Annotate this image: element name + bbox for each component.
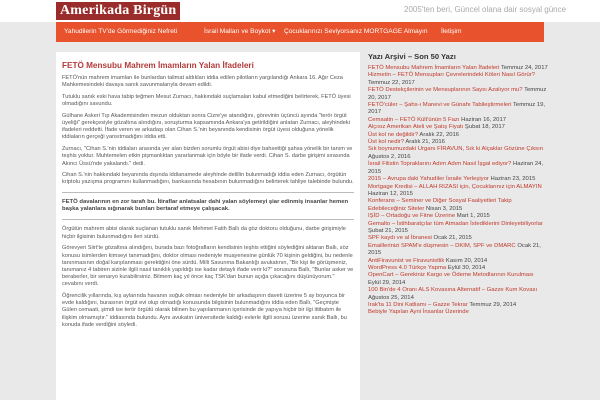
archive-item-link[interactable]: Konferans – Seminer ve Diğer Sosyal Faaliyetleri Takip Edebileceğiniz Siteler xyxy=(368,198,512,212)
archive-item xyxy=(368,235,548,242)
nav-item-yahudiler[interactable]: Yahudilerin TV'de Görmediğiniz Nefreti xyxy=(64,28,178,35)
archive-item-date: Temmuz 20, 2017 xyxy=(368,87,547,101)
archive-item-link[interactable]: AntiFiravunist ve Firavunistlik xyxy=(368,257,445,264)
archive-item xyxy=(368,309,548,316)
archive-item-link[interactable]: SPF kaydı ve al İbranesi xyxy=(368,235,432,242)
archive-item-date: Ocak 21, 2015 xyxy=(368,242,541,257)
archive-item xyxy=(368,272,548,287)
archive-item xyxy=(368,132,548,139)
archive-item-link[interactable]: İsrail Filistin Topraklarını Adım Adım Nasıl İşgal ediyor? xyxy=(368,161,512,168)
divider xyxy=(62,192,354,193)
archive-item xyxy=(368,221,548,236)
archive-item-date: Temmuz 22, 2017 xyxy=(368,79,415,86)
archive-item xyxy=(368,102,548,117)
archive-item-date: Nisan 3, 2015 xyxy=(425,205,463,212)
archive-item xyxy=(368,243,548,258)
archive-item xyxy=(368,287,548,302)
archive-list xyxy=(366,65,548,317)
archive-item-date: Eylül 29, 2014 xyxy=(368,279,406,286)
archive-item-date: Şubat 21, 2015 xyxy=(368,227,408,234)
archive-item-link[interactable]: FETÖ'cüler – Şahs-ı Manevi ve Günahı Tabileştirmeleri xyxy=(368,102,512,109)
archive-item-date: Haziran 23, 2015 xyxy=(490,176,536,183)
archive-item xyxy=(368,176,548,183)
archive-item xyxy=(368,258,548,265)
archive-item-date: Temmuz 29, 2014 xyxy=(469,302,517,308)
archive-item-link[interactable]: Gemalto – İstihbaratçılar tüm Atmadan İstediklerini Dinleyebiliyorlar xyxy=(368,220,543,227)
archive-item-link[interactable]: Sık boynumuzdaki Urganı FİRAVUN, Sık ki Alçaklar Gözüne Çıksın xyxy=(368,146,544,153)
archive-item-link[interactable]: 2015 – Avrupa daki Yahudiler İsraile Yerleşiyor xyxy=(368,176,489,183)
archive-item xyxy=(368,161,548,176)
post-paragraph: Gülhane Askeri Tıp Akademisinden mezun olduktan sonra Cizre'ye atandığını, görevinin üçüncü ayında "terör örgüt üyeliği" gerekçesiyle gözaltına alındığını, soruşturma kapsamında Ankara'ya getirildiğini anlatan Zurnacı, aleyhindeki ifadeleri reddetti. İfade veren ve arkadaşı olan Cihan S.'nin beyanında kendisinin örgüt üyesi olduğuna yönelik iddiaların gerçeği yansıtmadığını iddia etti. xyxy=(62,112,350,141)
sidebar-title: Yazı Arşivi – Son 50 Yazı xyxy=(368,52,456,61)
archive-item-link[interactable]: Emaillerinizi SPAM'e düşmesin – DKIM, SPF ve DMARC xyxy=(368,242,516,249)
post-paragraph: Öğrencilik yıllarında, kış aylarında havanın soğuk olması nedeniyle bir arkadaşının daveti üzerine 5 ay boyunca bir evde kaldığını, burasının örgüt evi olup olmadığı konusunda bilgisinin bulunmadığını iddia eden Ballı, "Geçmişte Gülen cemaati, şimdi ise terör örgütü olarak bilinen bu yapılanmanın içerisinde de yapıya hiçbir bir ilgi ittibatım ile ilişkim olmamıştır." iddiasında bulundu. Aynı avukatın üniversitede kaldığı evlerle ilgili sorusu üzerine sanık Ballı, bu konuda ifade verdiğini söyledi. xyxy=(62,293,347,328)
post-paragraph: Zurnacı, "Cihan S.'nin iddiaları arasında yer alan bizden sorumlu örgüt abisi diye bahsettiği şahsa yönelik bir tanım ve teşhis yoktur. Muhtemelen etkin pişmanlıktan yararlanmak için böyle bir ifade verdi. Cihan S. darbe girişimi sırasında Akıncı Üssü'nde yakalandı." dedi. xyxy=(62,146,353,167)
archive-item-date: Mart 1, 2015 xyxy=(456,213,490,220)
archive-item-date: Ağustos 2, 2016 xyxy=(368,153,411,160)
post-content xyxy=(56,52,360,400)
archive-item-date: Temmuz 19, 2017 xyxy=(368,102,546,116)
archive-item-link[interactable]: Irak'ta 11 Dini Katliamı – Gazze Tekrar xyxy=(368,302,468,308)
archive-item-link[interactable]: Mortgage Kredisi – ALLAH RIZASI için, Çocuklarınız için ALMAYIN xyxy=(368,183,542,190)
archive-item xyxy=(368,87,548,102)
top-bar xyxy=(0,0,600,22)
post-paragraph: FETÖ'nün mahrem imamları ile bunlardan talimat aldıkları iddia edilen pilotların yargılandığı Ankara 16. Ağır Ceza Mahkemesindeki davaya sanık savunmalarıyla devam edildi. xyxy=(62,75,343,89)
archive-item-link[interactable]: FETÖ Destekçilerinin ve Mensuplarının Saysı Azalıyor mu? xyxy=(368,87,523,94)
archive-item-link[interactable]: Bebiyle Yapılan Ayni İnsanlar Üzerinde xyxy=(368,309,469,316)
archive-item xyxy=(368,117,548,124)
archive-item xyxy=(368,213,548,220)
archive-item-link[interactable]: OpenCart – Gerekiniz Kargo ve Ödeme Metodlarının Kurulması xyxy=(368,272,534,279)
divider xyxy=(62,219,354,220)
archive-item xyxy=(368,198,548,213)
post-paragraph: Tutuklu sanık eski hava tabip teğmen Mesut Zurnacı, hakkındaki suçlamaları kabul etmediğini belirterek, FETÖ üyesi olmadığını savundu. xyxy=(62,93,351,108)
nav-item-iletisim[interactable]: İletişim xyxy=(441,28,462,35)
archive-item-date: Ağustos 25, 2014 xyxy=(368,294,414,301)
archive-item-date: Ocak 21, 2015 xyxy=(433,235,472,242)
post-highlight: FETÖ davalarının en zor tarafı bu. İtiraflar anlatsalar dahi yalan söylemeyi şiar edinmiş insanlar hemen başka yalanlara sığınarak bunları bertaraf etmeye çalışacak. xyxy=(62,198,349,213)
archive-item-link[interactable]: Hizmetin – FETÖ Mensupları Çevrelerindeki Köleri Nasıl Görür? xyxy=(368,72,535,79)
archive-item-link[interactable]: FETÖ Mensubu Mahrem İmamların Yalan İfadeleri xyxy=(368,65,500,71)
archive-item-date: Aralık 21, 2016 xyxy=(405,139,445,146)
archive-item-date: Aralık 22, 2016 xyxy=(419,131,460,138)
archive-item-link[interactable]: IŞİD – Ortadoğu ve Fitne Üzerine xyxy=(368,213,456,220)
archive-item-date: Haziran 12, 2015 xyxy=(368,190,413,197)
archive-item xyxy=(368,72,548,87)
site-logo[interactable]: Amerikada Birgün xyxy=(56,2,180,20)
archive-item-date: Temmuz 24, 2017 xyxy=(500,65,548,71)
archive-item-link[interactable]: Üst kol nedir? xyxy=(368,139,405,146)
archive-item xyxy=(368,146,548,161)
archive-item-link[interactable]: Alçısız Amerikan Ateli ve Şatış Fiyatı xyxy=(368,124,464,131)
nav-item-israil-boykot[interactable]: İsrail Malları ve Boykot ▾ xyxy=(204,28,276,35)
site-tagline: 2005'ten beri, Güncel olana dair sosyal günce xyxy=(404,5,567,14)
archive-item-date: Haziran 24, 2015 xyxy=(368,161,544,175)
archive-item-date: Şubat 18, 2017 xyxy=(464,124,505,131)
archive-item-date: Eylül 30, 2014 xyxy=(447,264,486,271)
post-paragraph: Görevyeri Siirt'te gözaltına alındığını, burada bazı fotoğrafların kendisinin teşhis ettiğini söylediğini aktaran Ballı, söz konusu isimlerden kimseyi tanımadığını, doktor olması nedeniyle muayenesine günlük 70 kişinin geldiğini, bu nedenle tanınmasının doğal karşılanması gerektiğini öne sürdü. Milli Savunma Bakanlığı avukatının, "Bir kişi ile görüşmeniz, tanımanız 4 tabiren sizinle ilgili nasıl tanıklık yapıldığı ise kadar detaylı ifade verir ki?" sorusuna Ballı, "Bunlar asker ve beraberler, bir senaryo kurabilirsiniz. Bilmem kaç yıl önce kaç TSK'dan bunun açığa çıkacağını düşünüyorum." cevabını verdi. xyxy=(62,245,354,288)
archive-item xyxy=(368,124,548,131)
post-paragraph: Cihan S.'nin hakkındaki beyanında dışında iddianamede aleyhinde delillin bulunmadığı iddia eden Zurnacı, örgütün kriptolu yazışma programını kullanmadığını, bankasında hesabının bulunmadığını belirterek tahliye talebinde bulundu. xyxy=(62,172,354,186)
post-title[interactable]: FETÖ Mensubu Mahrem İmamların Yalan İfadeleri xyxy=(62,61,254,70)
archive-item-date: Haziran 16, 2017 xyxy=(461,116,507,123)
archive-item-link[interactable]: Üst kol ne değildir? xyxy=(368,131,419,138)
archive-item-link[interactable]: 100 Bin'de 4 Oranı ALS Kovasına Alternatif – Gazze Kum Kovası xyxy=(368,287,538,294)
main-nav xyxy=(56,22,544,42)
archive-item-link[interactable]: Cemaatin – FETÖ Kült'ünün 5 Fazı xyxy=(368,116,460,123)
archive-item-link[interactable]: WordPress 4.0 Türkçe Yapma xyxy=(368,264,447,271)
archive-item-date: Kasım 20, 2014 xyxy=(445,257,488,264)
sidebar-archive xyxy=(366,52,548,400)
archive-item xyxy=(368,184,548,199)
post-paragraph: Örgütün mahrem abisi olarak suçlanan tutuklu sanık Mehmet Fatih Ballı da göz doktoru olduğunu, darbe girişimiyle hiçbir ilgisinin bulunmadığını ileri sürdü. xyxy=(62,226,346,240)
nav-item-mortgage[interactable]: Çocuklarınızı Seviyorsanız MORTGAGE Almayın xyxy=(284,28,428,35)
